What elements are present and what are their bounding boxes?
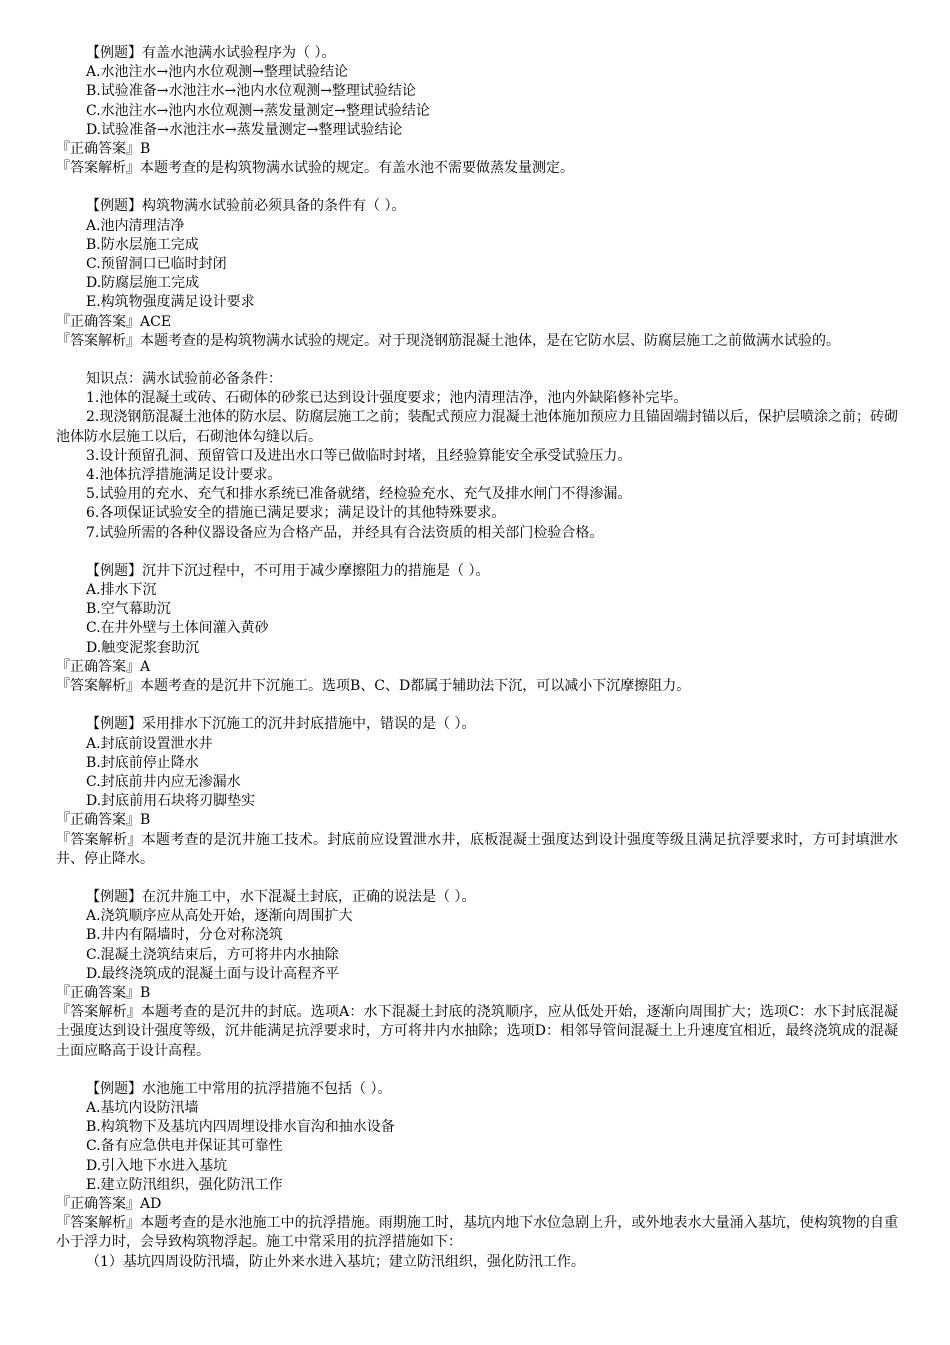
option: B.防水层施工完成 — [86, 236, 199, 253]
analysis-measure: （1）基坑四周设防汛墙，防止外来水进入基坑；建立防汛组织，强化防汛工作。 — [86, 1253, 585, 1270]
option: C.预留洞口已临时封闭 — [86, 256, 227, 273]
option: D.触变泥浆套助沉 — [86, 639, 200, 656]
option: A.基坑内设防汛墙 — [86, 1099, 199, 1116]
option: A.浇筑顺序应从高处开始，逐渐向周围扩大 — [86, 908, 353, 925]
correct-answer: 『正确答案』B — [56, 141, 151, 158]
answer-analysis: 『答案解析』本题考查的是沉井的封底。选项A：水下混凝土封底的浇筑顺序，应从低处开始，逐渐向周围扩大；选项C：水下封底混凝土强度达到设计强度等级，沉井能满足抗浮要求时，方可将井内水抽除；选项D：相邻导管间混凝土上升速度宜相近，最终浇筑成的混凝土面应略高于设计高程。 — [56, 1004, 898, 1059]
knowledge-item: 3.设计预留孔洞、预留管口及进出水口等已做临时封堵，且经验算能安全承受试验压力。 — [86, 447, 632, 464]
option: C.备有应急供电并保证其可靠性 — [86, 1138, 283, 1155]
knowledge-item: 2.现浇钢筋混凝土池体的防水层、防腐层施工之前；装配式预应力混凝土池体施加预应力且锚固端封锚以后，保护层喷涂之前；砖砌池体防水层施工以后，石砌池体勾缝以后。 — [56, 409, 898, 445]
option: D.封底前用石块将刃脚垫实 — [86, 793, 256, 810]
option: A.池内清理洁净 — [86, 217, 185, 234]
option: B.封底前停止降水 — [86, 754, 199, 771]
answer-analysis: 『答案解析』本题考查的是构筑物满水试验的规定。对于现浇钢筋混凝土池体，是在它防水层、防腐层施工之前做满水试验的。 — [56, 332, 840, 349]
correct-answer: 『正确答案』ACE — [56, 313, 172, 330]
correct-answer: 『正确答案』B — [56, 812, 151, 829]
correct-answer: 『正确答案』B — [56, 984, 151, 1001]
knowledge-item: 7.试验所需的各种仪器设备应为合格产品，并经具有合法资质的相关部门检验合格。 — [86, 524, 604, 541]
knowledge-title: 知识点：满水试验前必备条件： — [86, 371, 282, 388]
option: A.封底前设置泄水井 — [86, 735, 213, 752]
question-block — [56, 44, 898, 178]
option: C.在井外壁与土体间灌入黄砂 — [86, 620, 269, 637]
question-stem: 【例题】在沉井施工中，水下混凝土封底，正确的说法是（ ）。 — [86, 888, 476, 905]
option: D.防腐层施工完成 — [86, 275, 200, 292]
knowledge-point-block — [56, 370, 898, 543]
option: A.排水下沉 — [86, 582, 157, 599]
option: C.封底前井内应无渗漏水 — [86, 773, 241, 790]
question-stem: 【例题】构筑物满水试验前必须具备的条件有（ ）。 — [86, 198, 406, 215]
question-block — [56, 1080, 898, 1272]
correct-answer: 『正确答案』AD — [56, 1195, 162, 1212]
question-block — [56, 562, 898, 696]
knowledge-item: 1.池体的混凝土或砖、石砌体的砂浆已达到设计强度要求；池内清理洁净，池内外缺陷修补完毕。 — [86, 390, 688, 407]
question-stem: 【例题】有盖水池满水试验程序为（ ）。 — [86, 45, 336, 61]
option: B.构筑物下及基坑内四周埋设排水盲沟和抽水设备 — [86, 1119, 395, 1136]
option: C.混凝土浇筑结束后，方可将井内水抽除 — [86, 946, 339, 963]
question-block — [56, 197, 898, 351]
question-stem: 【例题】采用排水下沉施工的沉井封底措施中，错误的是（ ）。 — [86, 716, 476, 733]
question-stem: 【例题】沉井下沉过程中，不可用于减少摩擦阻力的措施是（ ）。 — [86, 562, 490, 579]
correct-answer: 『正确答案』A — [56, 658, 151, 675]
knowledge-item: 6.各项保证试验安全的措施已满足要求；满足设计的其他特殊要求。 — [86, 505, 506, 522]
option: D.试验准备→水池注水→蒸发量测定→整理试验结论 — [86, 121, 403, 138]
answer-analysis: 『答案解析』本题考查的是水池施工中的抗浮措施。雨期施工时，基坑内地下水位急剧上升，或外地表水大量涌入基坑，使构筑物的自重小于浮力时，会导致构筑物浮起。施工中常采用的抗浮措施如下： — [56, 1215, 898, 1251]
question-stem: 【例题】水池施工中常用的抗浮措施不包括（ ）。 — [86, 1080, 392, 1097]
option: D.最终浇筑成的混凝土面与设计高程齐平 — [86, 965, 340, 982]
question-block — [56, 715, 898, 869]
option: E.建立防汛组织，强化防汛工作 — [86, 1176, 283, 1193]
option: B.井内有隔墙时，分仓对称浇筑 — [86, 927, 283, 944]
knowledge-item: 5.试验用的充水、充气和排水系统已准备就绪，经检验充水、充气及排水闸门不得渗漏。 — [86, 486, 632, 503]
option: E.构筑物强度满足设计要求 — [86, 294, 255, 311]
answer-analysis: 『答案解析』本题考查的是构筑物满水试验的规定。有盖水池不需要做蒸发量测定。 — [56, 160, 574, 177]
option: B.空气幕助沉 — [86, 601, 171, 618]
answer-analysis: 『答案解析』本题考查的是沉井下沉施工。选项B、C、D都属于辅助法下沉，可以减小下沉摩擦阻力。 — [56, 678, 691, 695]
question-block — [56, 888, 898, 1061]
option: D.引入地下水进入基坑 — [86, 1157, 228, 1174]
option: B.试验准备→水池注水→池内水位观测→整理试验结论 — [86, 83, 416, 100]
knowledge-item: 4.池体抗浮措施满足设计要求。 — [86, 467, 282, 484]
option: C.水池注水→池内水位观测→蒸发量测定→整理试验结论 — [86, 102, 430, 119]
answer-analysis: 『答案解析』本题考查的是沉井施工技术。封底前应设置泄水井，底板混凝土强度达到设计强度等级且满足抗浮要求时，方可封填泄水井、停止降水。 — [56, 831, 898, 867]
option: A.水池注水→池内水位观测→整理试验结论 — [86, 64, 349, 81]
document-page — [56, 44, 898, 1272]
